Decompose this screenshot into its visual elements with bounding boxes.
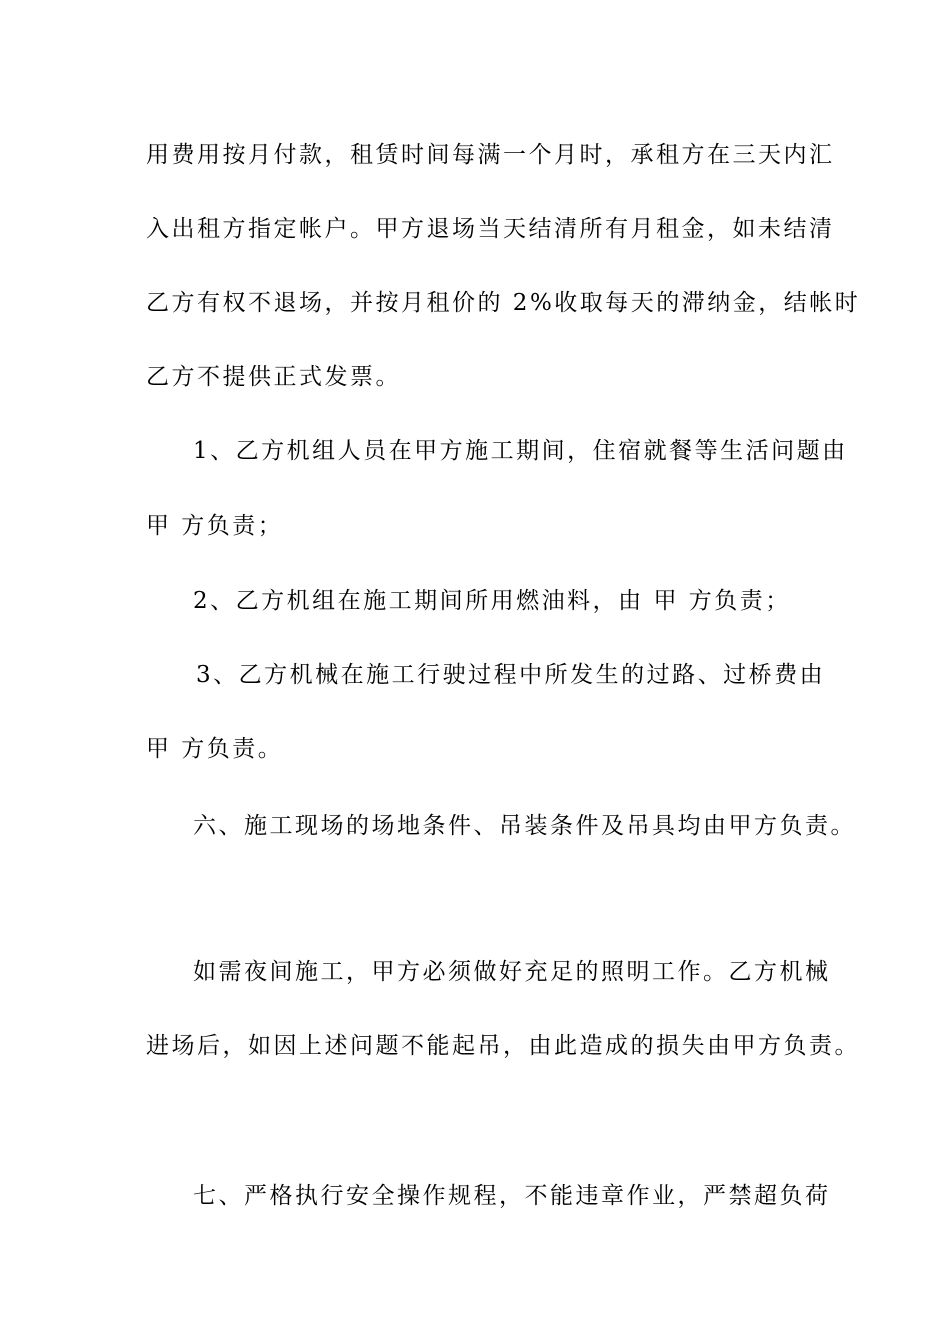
text-line: 1、乙方机组人员在甲方施工期间，住宿就餐等生活问题由 bbox=[193, 438, 848, 464]
text-line: 七、严格执行安全操作规程，不能违章作业，严禁超负荷 bbox=[193, 1183, 831, 1209]
text-line: 乙方不提供正式发票。 bbox=[146, 364, 401, 390]
text-line: 用费用按月付款，租赁时间每满一个月时，承租方在三天内汇 bbox=[146, 142, 835, 168]
text-line: 如需夜间施工，甲方必须做好充足的照明工作。乙方机械 bbox=[193, 959, 831, 985]
text-line: 六、施工现场的场地条件、吊装条件及吊具均由甲方负责。 bbox=[193, 813, 856, 839]
text-line: 进场后，如因上述问题不能起吊，由此造成的损失由甲方负责。 bbox=[146, 1033, 860, 1059]
text-line: 入出租方指定帐户。甲方退场当天结清所有月租金，如未结清 bbox=[146, 216, 835, 242]
text-line: 乙方有权不退场，并按月租价的 2%收取每天的滞纳金，结帐时 bbox=[146, 290, 861, 316]
text-line: 甲 方负责； bbox=[146, 513, 284, 539]
text-line: 甲 方负责。 bbox=[146, 736, 284, 762]
text-line: 3、乙方机械在施工行驶过程中所发生的过路、过桥费由 bbox=[196, 662, 826, 688]
text-line: 2、乙方机组在施工期间所用燃油料，由 甲 方负责； bbox=[193, 588, 791, 614]
